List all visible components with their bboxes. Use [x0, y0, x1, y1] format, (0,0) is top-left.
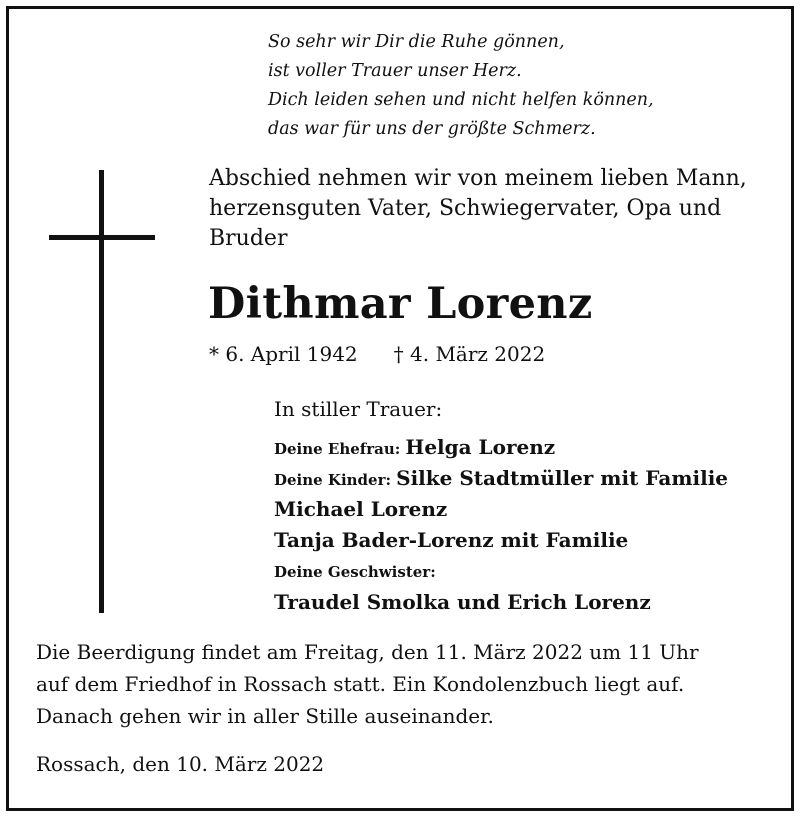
- funeral-notice: [36, 636, 776, 732]
- poem-line: Dich leiden sehen und nicht helfen können,: [268, 90, 654, 110]
- child-name: Michael Lorenz: [274, 497, 448, 521]
- list-item: [274, 463, 728, 494]
- mourning-heading: In stiller Trauer:: [274, 397, 443, 421]
- life-dates: [209, 338, 545, 370]
- mourners-list: [274, 432, 728, 618]
- child-name: Silke Stadtmüller mit Familie: [396, 466, 729, 490]
- intro-line: herzensguten Vater, Schwiegervater, Opa und: [209, 196, 722, 221]
- place-and-date: Rossach, den 10. März 2022: [36, 752, 325, 776]
- funeral-line: Die Beerdigung findet am Freitag, den 11. März 2022 um 11 Uhr: [36, 640, 699, 664]
- siblings-label: Deine Geschwister:: [274, 563, 436, 581]
- farewell-intro: [209, 164, 779, 254]
- intro-line: Bruder: [209, 226, 288, 251]
- poem-line: So sehr wir Dir die Ruhe gönnen,: [268, 32, 565, 52]
- poem-line: ist voller Trauer unser Herz.: [268, 61, 522, 81]
- siblings-names: Traudel Smolka und Erich Lorenz: [274, 590, 651, 614]
- spouse-name: Helga Lorenz: [405, 435, 556, 459]
- deceased-name: Dithmar Lorenz: [208, 279, 593, 329]
- funeral-line: auf dem Friedhof in Rossach statt. Ein Kondolenzbuch liegt auf.: [36, 672, 685, 696]
- intro-line: Abschied nehmen wir von meinem lieben Mann,: [209, 166, 747, 191]
- death-date: † 4. März 2022: [393, 342, 546, 366]
- list-item: [274, 587, 728, 618]
- cross-horizontal-bar: [49, 235, 155, 240]
- poem: [268, 28, 654, 144]
- spouse-label: Deine Ehefrau:: [274, 440, 401, 458]
- list-item: [274, 525, 728, 556]
- funeral-line: Danach gehen wir in aller Stille auseinander.: [36, 704, 494, 728]
- children-label: Deine Kinder:: [274, 471, 392, 489]
- list-item: [274, 432, 728, 463]
- child-name: Tanja Bader-Lorenz mit Familie: [274, 528, 629, 552]
- poem-line: das war für uns der größte Schmerz.: [268, 119, 596, 139]
- list-item: [274, 494, 728, 525]
- birth-date: * 6. April 1942: [209, 342, 358, 366]
- list-item: [274, 556, 728, 587]
